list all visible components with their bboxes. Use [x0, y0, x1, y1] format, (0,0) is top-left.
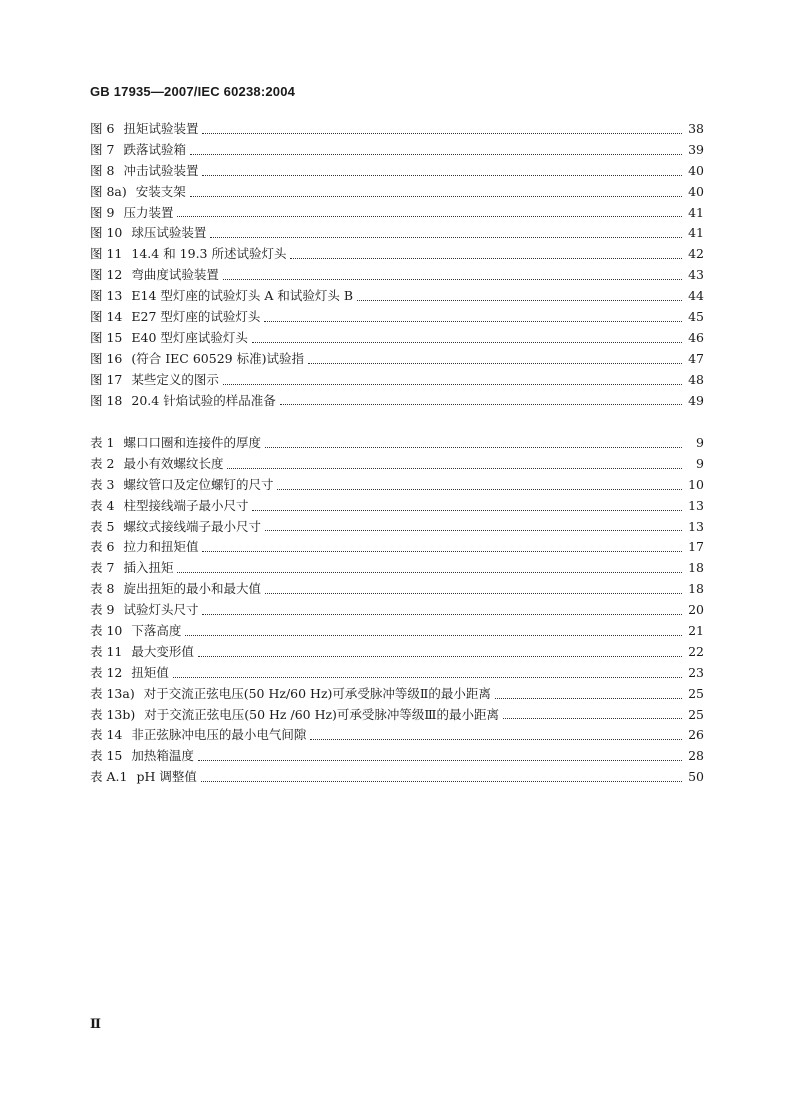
table-entry-page: 9 — [696, 434, 704, 450]
figure-entry[interactable] — [90, 307, 704, 328]
figure-entry-page: 47 — [688, 350, 704, 366]
figure-entry-title: (符合 IEC 60529 标准)试验指 — [131, 350, 304, 366]
table-entry[interactable] — [90, 621, 704, 642]
table-entry-title: 对于交流正弦电压(50 Hz/60 Hz)可承受脉冲等级Ⅱ的最小距离 — [143, 685, 491, 701]
figure-entry-title: 安装支架 — [135, 183, 186, 199]
dot-leader — [202, 119, 682, 140]
table-entry-title: 下落高度 — [131, 623, 182, 638]
table-entry-title: 试验灯头尺寸 — [123, 602, 199, 618]
table-entry[interactable] — [90, 705, 704, 726]
table-entry[interactable] — [90, 454, 704, 475]
dot-leader — [173, 663, 682, 684]
table-entry-title: 最小有效螺纹长度 — [123, 455, 224, 471]
table-entry-page: 26 — [688, 727, 704, 743]
table-entry-page: 13 — [688, 497, 704, 513]
dot-leader — [308, 349, 682, 370]
dot-leader — [310, 725, 682, 746]
table-entry-label: 表 2 — [90, 455, 115, 471]
table-entry-page: 9 — [696, 455, 704, 471]
page-number: Ⅱ — [90, 1017, 101, 1032]
figure-entry[interactable] — [90, 244, 704, 265]
table-entry-page: 13 — [688, 518, 704, 534]
dot-leader — [177, 203, 682, 224]
figure-entry-label: 图 16 — [90, 350, 123, 366]
figure-entry-title: 某些定义的图示 — [131, 371, 219, 387]
figure-entry[interactable] — [90, 370, 704, 391]
table-entry-title: 插入扭矩 — [123, 560, 174, 576]
dot-leader — [227, 454, 682, 475]
table-entry-title: 扭矩值 — [131, 664, 169, 680]
table-entry-label: 表 9 — [90, 602, 115, 618]
figure-entry-title: 冲击试验装置 — [123, 162, 199, 178]
table-entry-label: 表 11 — [90, 643, 123, 659]
dot-leader — [210, 223, 682, 244]
figure-entry-page: 49 — [688, 392, 704, 408]
figure-entry-title: 跌落试验箱 — [123, 141, 186, 157]
figure-entry-page: 41 — [688, 225, 704, 241]
figure-entry[interactable] — [90, 203, 704, 224]
table-entry-page: 22 — [688, 643, 704, 659]
document-header: GB 17935—2007/IEC 60238:2004 — [90, 84, 296, 99]
figure-entry-page: 48 — [688, 371, 704, 387]
table-entry-page: 18 — [688, 560, 704, 576]
figure-entry-label: 图 7 — [90, 141, 115, 157]
table-entry-page: 17 — [688, 539, 704, 555]
figure-entry-label: 图 8 — [90, 162, 115, 178]
table-entry-title: 螺口口圈和连接件的厚度 — [123, 434, 261, 450]
dot-leader — [503, 705, 682, 726]
table-entry-title: 螺纹管口及定位螺钉的尺寸 — [123, 476, 274, 492]
figure-entry-title: E27 型灯座的试验灯头 — [131, 309, 261, 324]
figure-entry[interactable] — [90, 161, 704, 182]
table-entry-title: 非正弦脉冲电压的最小电气间隙 — [131, 727, 307, 743]
table-entry-label: 表 A.1 — [90, 769, 128, 785]
figure-entry-label: 图 6 — [90, 120, 115, 136]
table-entry[interactable] — [90, 496, 704, 517]
figure-entry-label: 图 15 — [90, 329, 123, 345]
figure-entry-page: 40 — [688, 162, 704, 178]
figure-entry-label: 图 12 — [90, 267, 123, 283]
figure-entry-label: 图 11 — [90, 246, 123, 262]
table-entry-title: 螺纹式接线端子最小尺寸 — [123, 518, 261, 534]
dot-leader — [202, 537, 682, 558]
figure-entry[interactable] — [90, 119, 704, 140]
figure-entry-title: 压力装置 — [123, 204, 174, 220]
dot-leader — [177, 558, 682, 579]
table-entry-title: 加热箱温度 — [131, 748, 194, 764]
figure-entry-title: 扭矩试验装置 — [123, 120, 199, 136]
table-entry-label: 表 5 — [90, 518, 115, 534]
figure-entry-page: 45 — [688, 309, 704, 324]
figure-entry-page: 43 — [688, 267, 704, 283]
figure-entry[interactable] — [90, 223, 704, 244]
figure-entry-label: 图 13 — [90, 288, 123, 304]
figure-entry-page: 40 — [688, 183, 704, 199]
table-list — [90, 433, 704, 788]
figure-entry-page: 46 — [688, 329, 704, 345]
table-entry-title: 对于交流正弦电压(50 Hz /60 Hz)可承受脉冲等级Ⅲ的最小距离 — [144, 706, 499, 722]
dot-leader — [252, 328, 682, 349]
dot-leader — [265, 433, 682, 454]
table-entry[interactable] — [90, 642, 704, 663]
dot-leader — [495, 684, 682, 705]
table-entry-label: 表 1 — [90, 434, 115, 450]
dot-leader — [357, 286, 682, 307]
table-entry-title: 最大变形值 — [131, 643, 194, 659]
dot-leader — [290, 244, 682, 265]
figure-entry-label: 图 10 — [90, 225, 123, 241]
table-entry-label: 表 4 — [90, 497, 115, 513]
table-entry-title: 柱型接线端子最小尺寸 — [123, 497, 249, 513]
figure-entry-title: 球压试验装置 — [131, 225, 207, 241]
dot-leader — [202, 600, 682, 621]
figure-entry-title: 弯曲度试验装置 — [131, 267, 219, 283]
dot-leader — [265, 517, 682, 538]
table-entry-page: 21 — [688, 623, 704, 638]
figure-entry-label: 图 8a) — [90, 183, 127, 199]
table-entry[interactable] — [90, 746, 704, 767]
figure-entry-page: 38 — [688, 120, 704, 136]
figure-entry-page: 42 — [688, 246, 704, 262]
table-entry-page: 18 — [688, 581, 704, 597]
table-entry[interactable] — [90, 684, 704, 705]
table-entry[interactable] — [90, 433, 704, 454]
dot-leader — [190, 140, 682, 161]
figure-entry-title: E14 型灯座的试验灯头 A 和试验灯头 B — [131, 288, 354, 304]
figure-entry[interactable] — [90, 140, 704, 161]
table-entry-page: 10 — [688, 476, 704, 492]
figure-entry[interactable] — [90, 349, 704, 370]
table-entry[interactable] — [90, 579, 704, 600]
dot-leader — [185, 621, 682, 642]
table-entry[interactable] — [90, 517, 704, 538]
table-entry-label: 表 3 — [90, 476, 115, 492]
figure-entry[interactable] — [90, 265, 704, 286]
table-entry[interactable] — [90, 558, 704, 579]
figure-list — [90, 119, 704, 411]
figure-entry-title: E40 型灯座试验灯头 — [131, 329, 248, 345]
dot-leader — [190, 182, 682, 203]
figure-entry-title: 14.4 和 19.3 所述试验灯头 — [131, 246, 287, 262]
figure-entry[interactable] — [90, 182, 704, 203]
table-entry-label: 表 14 — [90, 727, 123, 743]
dot-leader — [223, 370, 682, 391]
table-entry-page: 25 — [688, 685, 704, 701]
figure-entry-label: 图 14 — [90, 309, 123, 324]
table-entry[interactable] — [90, 537, 704, 558]
table-entry-title: 旋出扭矩的最小和最大值 — [123, 581, 261, 597]
dot-leader — [265, 579, 682, 600]
dot-leader — [223, 265, 682, 286]
figure-entry-title: 20.4 针焰试验的样品准备 — [131, 392, 276, 408]
table-entry-page: 25 — [688, 706, 704, 722]
table-entry-page: 28 — [688, 748, 704, 764]
dot-leader — [198, 642, 682, 663]
figure-entry[interactable] — [90, 286, 704, 307]
table-entry[interactable] — [90, 663, 704, 684]
figure-entry-page: 41 — [688, 204, 704, 220]
table-entry-label: 表 7 — [90, 560, 115, 576]
figure-entry-page: 44 — [688, 288, 704, 304]
dot-leader — [198, 746, 682, 767]
figure-entry-page: 39 — [688, 141, 704, 157]
figure-entry[interactable] — [90, 391, 704, 412]
table-entry-label: 表 12 — [90, 664, 123, 680]
figure-entry[interactable] — [90, 328, 704, 349]
table-entry-label: 表 8 — [90, 581, 115, 597]
figure-entry-label: 图 18 — [90, 392, 123, 408]
table-entry-label: 表 6 — [90, 539, 115, 555]
table-entry[interactable] — [90, 475, 704, 496]
table-entry-page: 23 — [688, 664, 704, 680]
dot-leader — [280, 391, 682, 412]
table-entry-page: 20 — [688, 602, 704, 618]
dot-leader — [264, 307, 682, 328]
table-entry-title: pH 调整值 — [136, 769, 197, 785]
table-entry-label: 表 13a) — [90, 685, 135, 701]
table-entry-label: 表 10 — [90, 623, 123, 638]
table-entry[interactable] — [90, 600, 704, 621]
table-entry[interactable] — [90, 767, 704, 788]
dot-leader — [202, 161, 682, 182]
table-entry-page: 50 — [688, 769, 704, 785]
dot-leader — [201, 767, 682, 788]
table-entry[interactable] — [90, 725, 704, 746]
dot-leader — [252, 496, 682, 517]
dot-leader — [277, 475, 682, 496]
figure-entry-label: 图 9 — [90, 204, 115, 220]
table-entry-title: 拉力和扭矩值 — [123, 539, 199, 555]
table-entry-label: 表 13b) — [90, 706, 136, 722]
figure-entry-label: 图 17 — [90, 371, 123, 387]
table-entry-label: 表 15 — [90, 748, 123, 764]
